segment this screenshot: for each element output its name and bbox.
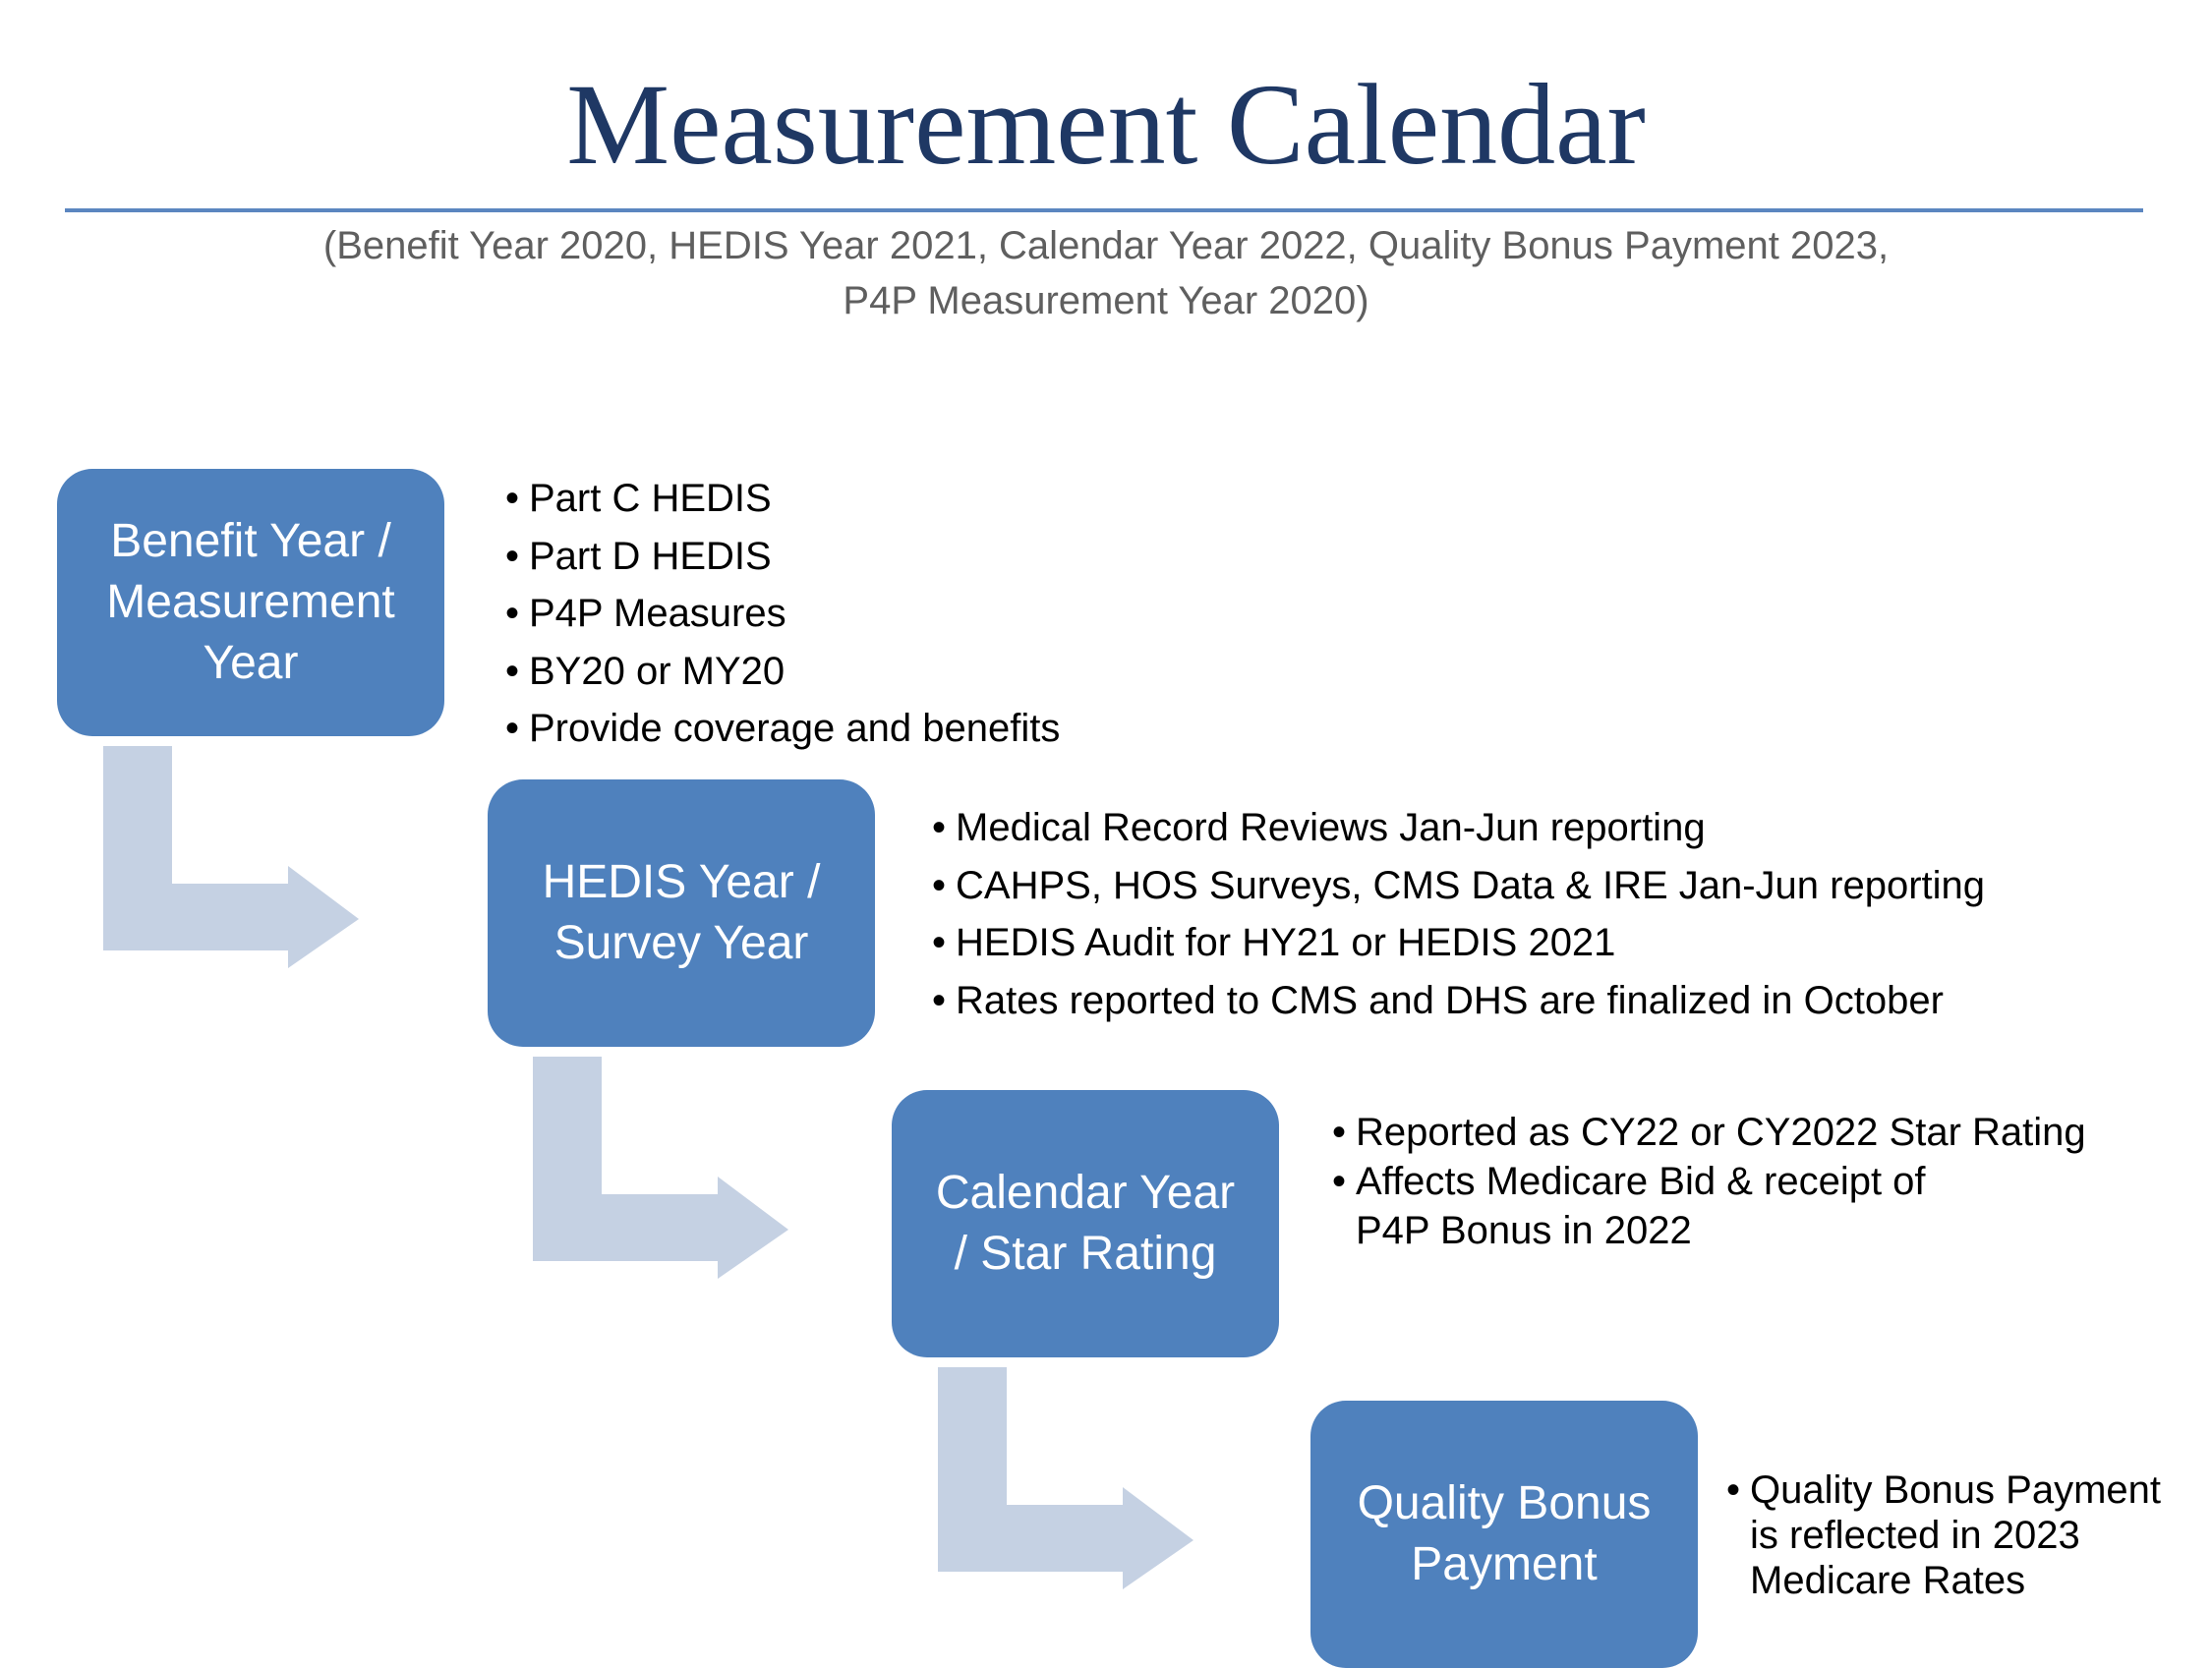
bullet-item: • BY20 or MY20	[505, 643, 1135, 701]
stage-box-line: Benefit Year /	[110, 515, 391, 567]
bullet-item: • Quality Bonus Payment is reflected in 2023 Medicare Rates	[1726, 1467, 2188, 1603]
bullet-item: • Affects Medicare Bid & receipt of P4P Bonus in 2022	[1332, 1157, 1985, 1255]
flow-arrow	[938, 1367, 1193, 1589]
stage-box-hedis-year	[488, 779, 875, 1047]
stage-box-benefit-year	[57, 469, 444, 736]
bullet-item: • Reported as CY22 or CY2022 Star Rating	[1332, 1108, 2099, 1157]
bullet-item: • Provide coverage and benefits	[505, 700, 1135, 758]
stage-box-line: Payment	[1411, 1538, 1598, 1590]
subtitle	[0, 218, 2212, 328]
flow-arrow-shape	[938, 1367, 1193, 1589]
flow-arrow-shape	[533, 1057, 788, 1279]
flow-arrow	[103, 746, 359, 968]
stage-box-line: Year	[203, 637, 299, 689]
bullet-item: • Part D HEDIS	[505, 528, 1135, 586]
stage-box-line: / Star Rating	[954, 1228, 1217, 1280]
stage-bullets-benefit-year	[505, 470, 1135, 758]
bullet-item: • Part C HEDIS	[505, 470, 1135, 528]
flow-arrow-shape	[103, 746, 359, 968]
subtitle-line-1: (Benefit Year 2020, HEDIS Year 2021, Calendar Year 2022, Quality Bonus Payment 2023,	[322, 224, 1890, 267]
bullet-item: • CAHPS, HOS Surveys, CMS Data & IRE Jan-Jun reporting	[932, 857, 2013, 915]
flow-arrow	[533, 1057, 788, 1279]
stage-box-line: Measurement	[106, 576, 395, 628]
stage-bullets-quality-bonus	[1726, 1467, 2188, 1603]
page-title: Measurement Calendar	[566, 60, 1646, 189]
bullet-item: • Medical Record Reviews Jan-Jun reporting	[932, 799, 2013, 857]
stage-bullets-hedis-year	[932, 799, 2013, 1029]
stage-box-line: Calendar Year	[935, 1167, 1236, 1219]
stage-box-line: Survey Year	[553, 917, 809, 969]
bullet-item: • Rates reported to CMS and DHS are finalized in October	[932, 972, 2013, 1030]
title-divider	[65, 208, 2143, 212]
subtitle-line-2: P4P Measurement Year 2020)	[843, 279, 1369, 322]
stage-box-line: HEDIS Year /	[542, 856, 821, 908]
stage-box-line: Quality Bonus	[1357, 1477, 1652, 1529]
stage-box-calendar-year	[892, 1090, 1279, 1357]
stage-bullets-calendar-year	[1332, 1108, 2099, 1255]
bullet-item: • HEDIS Audit for HY21 or HEDIS 2021	[932, 914, 2013, 972]
bullet-item: • P4P Measures	[505, 585, 1135, 643]
stage-box-quality-bonus	[1310, 1401, 1698, 1668]
